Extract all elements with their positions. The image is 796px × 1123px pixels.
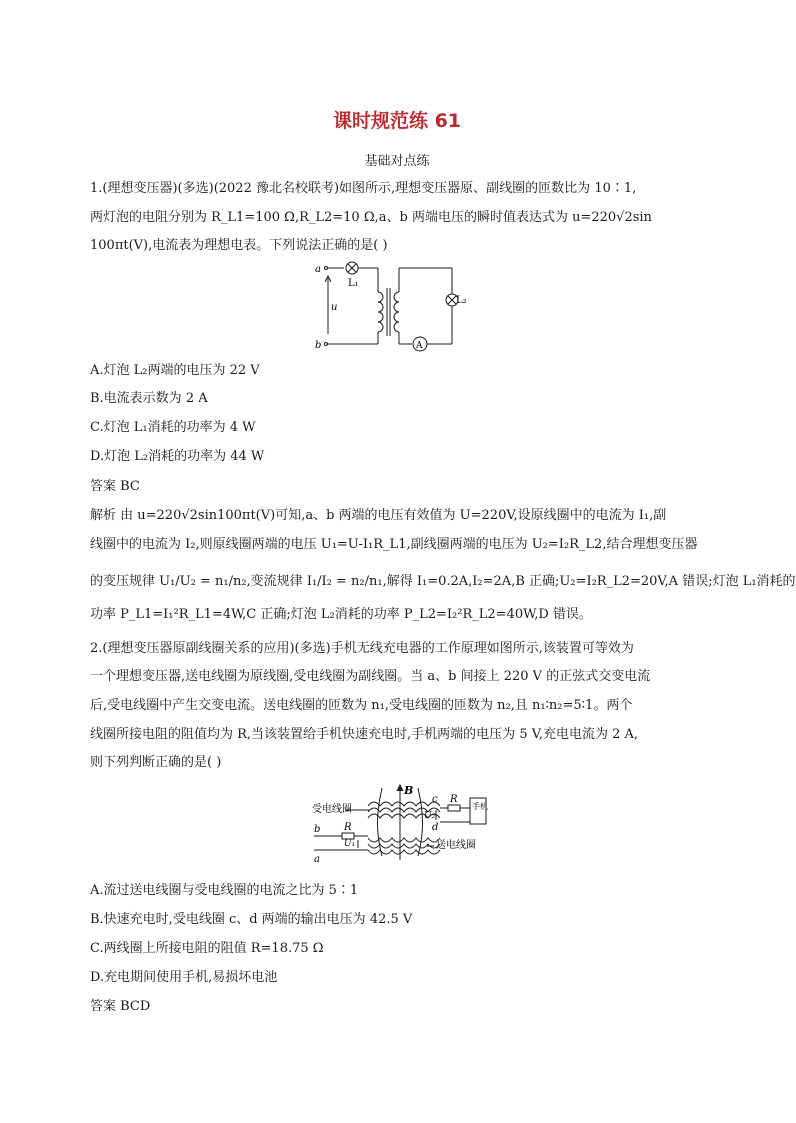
q2-stem-line-2: 一个理想变压器,送电线圈为原线圈,受电线圈为副线圈。当 a、b 间接上 220 V 的正弦式交变电流 xyxy=(90,669,651,684)
q2-option-b: B.快速充电时,受电线圈 c、d 两端的输出电压为 42.5 V xyxy=(90,912,413,927)
q1-circuit-diagram xyxy=(312,258,467,358)
q1-label-b: b xyxy=(315,340,322,351)
q1-ammeter-label: A xyxy=(416,341,423,351)
q1-option-b: B.电流表示数为 2 A xyxy=(90,391,208,406)
q2-label-send-coil: 送电线圈 xyxy=(436,840,476,851)
q2-label-r-top: R xyxy=(450,794,458,805)
q2-stem-line-1: 2.(理想变压器原副线圈关系的应用)(多选)手机无线充电器的工作原理如图所示,该装置可等效为 xyxy=(90,641,634,656)
q2-wireless-charger-diagram xyxy=(306,784,492,866)
q1-label-l1: L₁ xyxy=(348,278,359,289)
q1-option-d: D.灯泡 L₂消耗的功率为 44 W xyxy=(90,449,265,464)
q1-analysis-line-1: 解析 由 u=220√2sin100πt(V)可知,a、b 两端的电压有效值为 U=220V,设原线圈中的电流为 I₁,副 xyxy=(90,508,667,523)
section-subtitle: 基础对点练 xyxy=(364,154,430,169)
q1-label-u: u xyxy=(331,302,338,313)
q1-stem-line-1: 1.(理想变压器)(多选)(2022 豫北名校联考)如图所示,理想变压器原、副线圈的匝数比为 10∶1, xyxy=(90,181,637,196)
q2-stem-line-5: 则下列判断正确的是( ) xyxy=(90,755,222,770)
q2-label-receive-coil: 受电线圈 xyxy=(312,804,352,815)
q1-label-a: a xyxy=(315,264,321,275)
q1-option-a: A.灯泡 L₂两端的电压为 22 V xyxy=(90,363,260,378)
q2-option-a: A.流过送电线圈与受电线圈的电流之比为 5∶1 xyxy=(90,883,359,898)
q2-stem-line-3: 后,受电线圈中产生交变电流。送电线圈的匝数为 n₁,受电线圈的匝数为 n₂,且 n₁∶n₂=5∶1。两个 xyxy=(90,698,633,713)
q2-label-u1: U₁ xyxy=(344,839,356,849)
q2-label-b: b xyxy=(314,824,321,835)
q2-answer: 答案 BCD xyxy=(90,999,151,1014)
q1-label-l2: L₂ xyxy=(456,295,467,306)
page-title: 课时规范练 61 xyxy=(332,110,462,132)
q1-stem-line-2: 两灯泡的电阻分别为 R_L1=100 Ω,R_L2=10 Ω,a、b 两端电压的瞬时值表达式为 u=220√2sin xyxy=(90,210,652,225)
q1-stem-line-3: 100πt(V),电流表为理想电表。下列说法正确的是( ) xyxy=(90,238,388,253)
q1-analysis-line-2: 线圈中的电流为 I₂,则原线圈两端的电压 U₁=U-I₁R_L1,副线圈两端的电压为 U₂=I₂R_L2,结合理想变压器 xyxy=(90,537,698,552)
q2-label-phone: 手机 xyxy=(472,802,488,811)
q1-analysis-line-4: 功率 P_L1=I₁²R_L1=4W,C 正确;灯泡 L₂消耗的功率 P_L2=I₂²R_L2=40W,D 错误。 xyxy=(90,607,592,622)
q1-answer: 答案 BC xyxy=(90,479,140,494)
q2-label-u2: U₂ xyxy=(424,811,436,821)
q2-option-c: C.两线圈上所接电阻的阻值 R=18.75 Ω xyxy=(90,941,324,956)
q1-option-c: C.灯泡 L₁消耗的功率为 4 W xyxy=(90,420,256,435)
q2-label-d: d xyxy=(432,822,439,833)
q2-label-b-field: B xyxy=(404,784,414,797)
q2-stem-line-4: 线圈所接电阻的阻值均为 R,当该装置给手机快速充电时,手机两端的电压为 5 V,充电电流为 2 A, xyxy=(90,727,639,742)
q2-label-c: c xyxy=(432,794,438,805)
q2-label-a: a xyxy=(314,854,320,865)
q1-analysis-line-3: 的变压规律 U₁/U₂ = n₁/n₂,变流规律 I₁/I₂ = n₂/n₁,解得 I₁=0.2A,I₂=2A,B 正确;U₂=I₂R_L2=20V,A 错误;灯泡 L₁消耗的 xyxy=(90,574,796,589)
q2-label-r-bottom: R xyxy=(344,822,352,833)
q2-option-d: D.充电期间使用手机,易损坏电池 xyxy=(90,970,278,985)
